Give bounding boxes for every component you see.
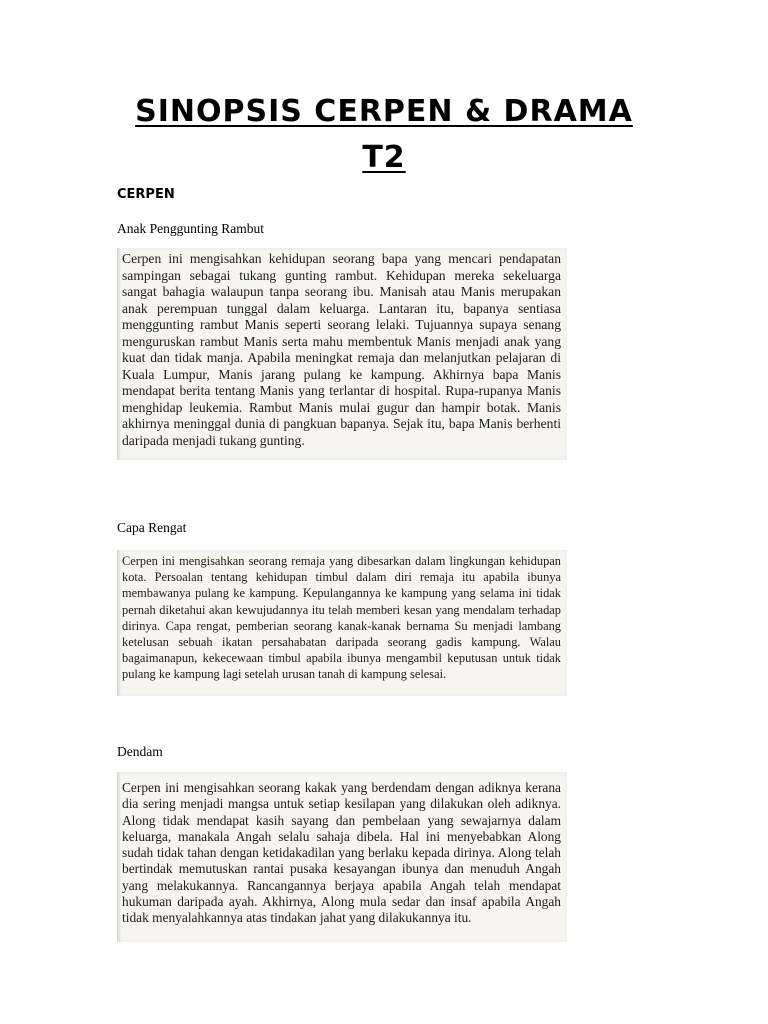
section-heading-cerpen: CERPEN — [117, 187, 175, 202]
story-title-dendam: Dendam — [117, 744, 163, 759]
story-synopsis-scan — [117, 772, 567, 942]
story-title-capa-rengat: Capa Rengat — [117, 520, 187, 535]
page-title-line-1: SINOPSIS CERPEN & DRAMA — [135, 94, 633, 129]
story-title-anak-penggunting-rambut: Anak Penggunting Rambut — [117, 221, 264, 236]
story-synopsis-text: Cerpen ini mengisahkan seorang remaja yang dibesarkan dalam lingkungan kehidupan kota. Persoalan tentang kehidupan timbul dalam diri remaja itu apabila ibunya membawanya pulang ke kampung. Kepulangannya ke kampung yang selama ini tidak pernah diketahui akan kewujudannya itu telah memberi kesan yang mendalam terhadap dirinya. Capa rengat, pemberian seorang kanak-kanak bernama Su menjadi lambang ketelusan sebuah ikatan persahabatan daripada seorang gadis kampung. Walau bagaimanapun, kekecewaan timbul apabila ibunya mengambil keputusan untuk tidak pulang ke kampung lagi setelah urusan tanah di kampung selesai. — [122, 554, 561, 682]
story-synopsis-text: Cerpen ini mengisahkan seorang kakak yang berdendam dengan adiknya kerana dia sering menjadi mangsa untuk setiap kesilapan yang dilakukan oleh adiknya. Along tidak mendapat kasih sayang dan pembelaan yang sewajarnya dalam keluarga, manakala Angah selalu sahaja dibela. Hal ini menyebabkan Along sudah tidak tahan dengan ketidakadilan yang berlaku kepada dirinya. Along telah bertindak memutuskan rantai pusaka kesayangan ibunya dan menuduh Angah yang melakukannya. Rancangannya berjaya apabila Angah telah mendapat hukuman daripada ayah. Akhirnya, Along mula sedar dan insaf apabila Angah tidak menyalahkannya atas tindakan jahat yang dilakukannya itu. — [122, 780, 561, 926]
story-synopsis-scan — [117, 550, 567, 696]
page-title-line-2: T2 — [362, 140, 406, 175]
story-synopsis-scan — [117, 248, 567, 460]
story-synopsis-text: Cerpen ini mengisahkan kehidupan seorang bapa yang mencari pendapatan sampingan sebagai tukang gunting rambut. Kehidupan mereka sekeluarga sangat bahagia walaupun tanpa seorang ibu. Manisah atau Manis merupakan anak perempuan tunggal dalam keluarga. Lantaran itu, bapanya sentiasa menggunting rambut Manis seperti seorang lelaki. Tujuannya supaya senang menguruskan rambut Manis serta mahu membentuk Manis menjadi anak yang kuat dan tidak manja. Apabila meningkat remaja dan melanjutkan pelajaran di Kuala Lumpur, Manis jarang pulang ke kampung. Akhirnya bapa Manis mendapat berita tentang Manis yang terlantar di hospital. Rupa-rupanya Manis menghidap leukemia. Rambut Manis mulai gugur dan hampir botak. Manis akhirnya meninggal dunia di pangkuan bapanya. Sejak itu, bapa Manis berhenti daripada menjadi tukang gunting. — [122, 251, 561, 448]
